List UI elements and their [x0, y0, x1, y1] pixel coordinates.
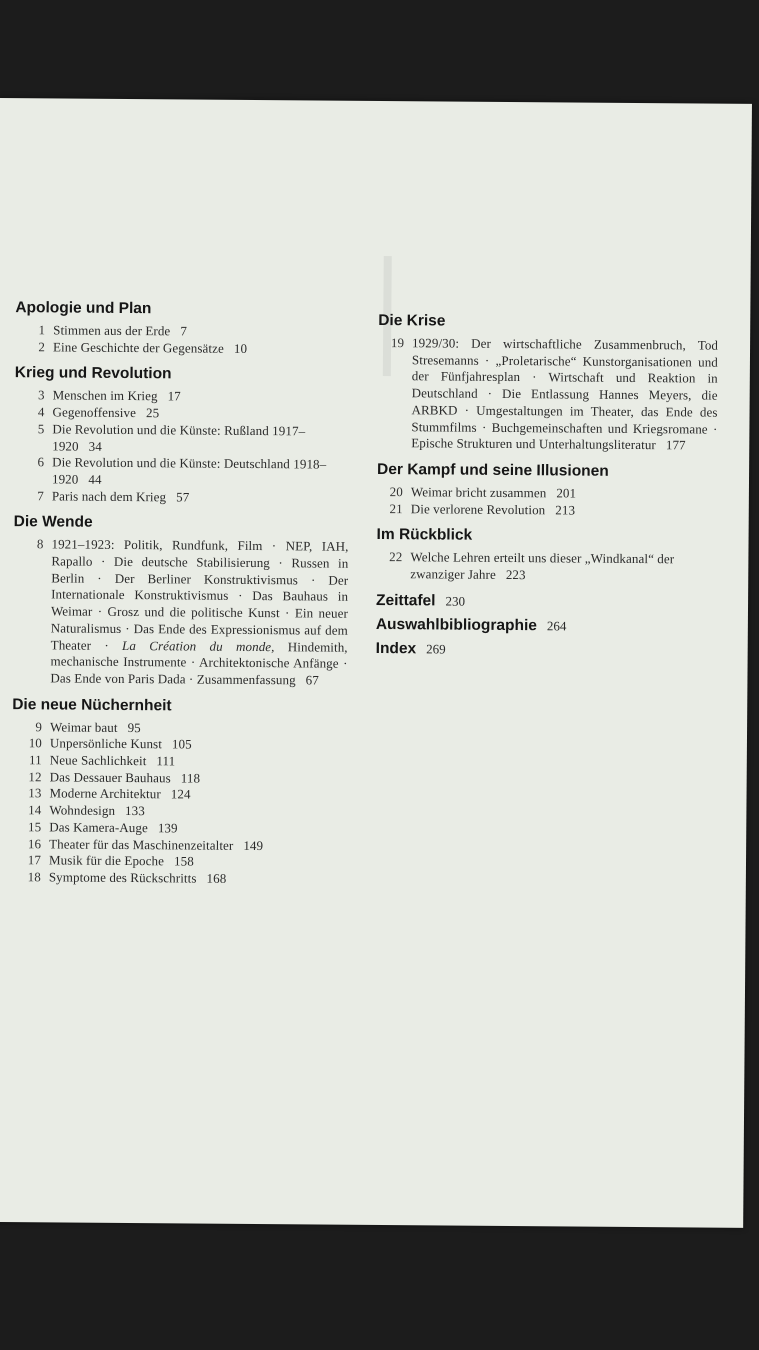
page-number: 10 [233, 340, 248, 356]
chapter-number: 16 [27, 835, 42, 851]
page-number: 105 [171, 736, 192, 752]
chapter-number: 9 [35, 718, 43, 735]
chapter-title: Weimar baut [50, 719, 118, 735]
chapter-title: Stimmen aus der Erde [53, 322, 171, 339]
chapter-number: 11 [29, 752, 42, 768]
chapter-title: Symptome des Rückschritts [48, 869, 197, 886]
book-page [0, 98, 752, 1228]
page-number: 133 [125, 803, 145, 819]
section-title-text: Index [375, 639, 417, 658]
chapter-title: Eine Geschichte der Gegensätze [52, 339, 224, 356]
toc-entry [377, 335, 718, 455]
chapter-title-italic: La Création du monde, [122, 637, 275, 654]
toc-entry [15, 339, 350, 358]
chapter-number: 12 [28, 769, 42, 785]
toc-entry [14, 454, 349, 490]
page-number: 177 [665, 437, 686, 453]
page-number: 168 [206, 870, 227, 886]
chapter-title: Welche Lehren erteilt uns dieser „Windkanal“ der zwanziger Jahre [410, 549, 675, 582]
page-number: 34 [88, 438, 102, 454]
chapter-number: 14 [28, 802, 42, 818]
chapter-title: Wohndesign [49, 802, 116, 819]
page-number: 95 [127, 719, 141, 735]
section-title: Die neue Nüchernheit [12, 695, 172, 715]
page-number: 139 [157, 820, 178, 836]
chapter-title: Paris nach dem Krieg [51, 488, 167, 504]
page-number: 17 [167, 388, 181, 404]
section-title-bibliographie [376, 615, 716, 638]
page-number: 201 [556, 485, 577, 501]
chapter-title: Die verlorene Revolution [410, 500, 546, 517]
section-title: Die Wende [13, 513, 93, 532]
page-number: 7 [180, 323, 188, 339]
toc-right-column [376, 311, 719, 661]
chapter-number: 10 [28, 735, 42, 751]
section-title-text: Auswahlbibliographie [375, 615, 537, 634]
page-number: 264 [546, 618, 567, 634]
page-number: 223 [505, 567, 526, 583]
chapter-title: Das Dessauer Bauhaus [49, 769, 171, 786]
chapter-number: 20 [389, 483, 403, 500]
section-title-zeittafel [376, 591, 716, 614]
section-title: Apologie und Plan [15, 299, 152, 318]
toc-left-column [11, 298, 351, 888]
chapter-number: 13 [28, 785, 42, 801]
chapter-title: Theater für das Maschinenzeitalter [49, 835, 234, 853]
chapter-number: 6 [37, 454, 45, 470]
chapter-number: 7 [37, 487, 44, 503]
chapter-number: 4 [37, 404, 45, 420]
page-number: 118 [180, 770, 201, 786]
chapter-number: 18 [27, 869, 41, 885]
chapter-title: Das Kamera-Auge [49, 819, 148, 836]
chapter-number: 22 [389, 549, 403, 565]
toc-entry [11, 869, 346, 888]
page-number: 111 [156, 753, 176, 769]
chapter-title: Moderne Architektur [49, 785, 161, 802]
chapter-title: Gegenoffensive [52, 404, 137, 421]
page-number: 269 [426, 641, 446, 657]
section-title: Krieg und Revolution [14, 364, 172, 383]
chapter-number: 5 [37, 421, 45, 437]
toc-entry [14, 421, 349, 457]
toc-entry [12, 536, 348, 689]
section-title-text: Zeittafel [376, 591, 436, 610]
chapter-title: Die Revolution und die Künste: Deutschland 1918–1920 [51, 454, 327, 487]
page-number: 230 [445, 593, 466, 609]
chapter-title-cont: Hindemith, mechanische Instrumente · Architektonische Anfänge · Das Ende von Paris Dada · Zusammenfassung [50, 638, 348, 688]
chapter-title: Musik für die Epoche [48, 852, 165, 869]
chapter-title: Neue Sachlichkeit [49, 752, 147, 769]
chapter-number: 3 [37, 387, 45, 403]
section-title: Im Rückblick [376, 526, 473, 545]
section-title: Der Kampf und seine Illusionen [377, 460, 609, 480]
chapter-title: Weimar bricht zusammen [410, 484, 547, 501]
chapter-number: 15 [28, 819, 42, 835]
chapter-title: Die Revolution und die Künste: Rußland 1917–1920 [52, 421, 306, 454]
chapter-title: Unpersönliche Kunst [49, 735, 163, 752]
page-number: 158 [173, 853, 194, 869]
chapter-number: 21 [389, 500, 403, 516]
page-number: 25 [145, 405, 160, 421]
chapter-title: Menschen im Krieg [52, 387, 158, 404]
chapter-number: 2 [38, 339, 46, 355]
page-number: 44 [88, 471, 102, 487]
section-title-index [376, 639, 716, 662]
chapter-title: 1921–1923: Politik, Rundfunk, Film · NEP, IAH, Rapallo · Die deutsche Stabilisierung · Russen in Berlin · Der Berliner Konstruktivismus · Der Internationale Konstruktivismus · Das Bauhaus in Weimar · Grosz und die politische Kunst · Ein neuer Naturalismus · Das Ende des Expressionismus auf dem Theater · [50, 536, 349, 653]
toc-entry [376, 549, 716, 585]
page-number: 149 [243, 837, 264, 853]
toc-entry [377, 501, 717, 520]
chapter-number: 8 [36, 536, 44, 552]
page-number: 67 [305, 672, 319, 688]
section-title: Die Krise [378, 311, 446, 330]
chapter-title: 1929/30: Der wirtschaftliche Zusammenbruch, Tod Stresemanns · „Proletarische“ Kunstorganisationen und der Fünfjahresplan · Wirtschaft und Reaktion in Deutschland · Die Entlassung Hannes Meyers, die ARBKD · Umgestaltungen im Theater, das Ende des Stummfilms · Buchgemeinschaften und Kriegsromane · Epische Strukturen und Unterhaltungsliteratur [411, 335, 719, 453]
page-number: 124 [170, 786, 191, 802]
page-number: 213 [555, 501, 576, 518]
chapter-number: 17 [27, 852, 42, 868]
toc-entry [14, 488, 349, 507]
chapter-number: 1 [38, 322, 46, 338]
page-number: 57 [176, 489, 190, 505]
chapter-number: 19 [390, 335, 405, 351]
